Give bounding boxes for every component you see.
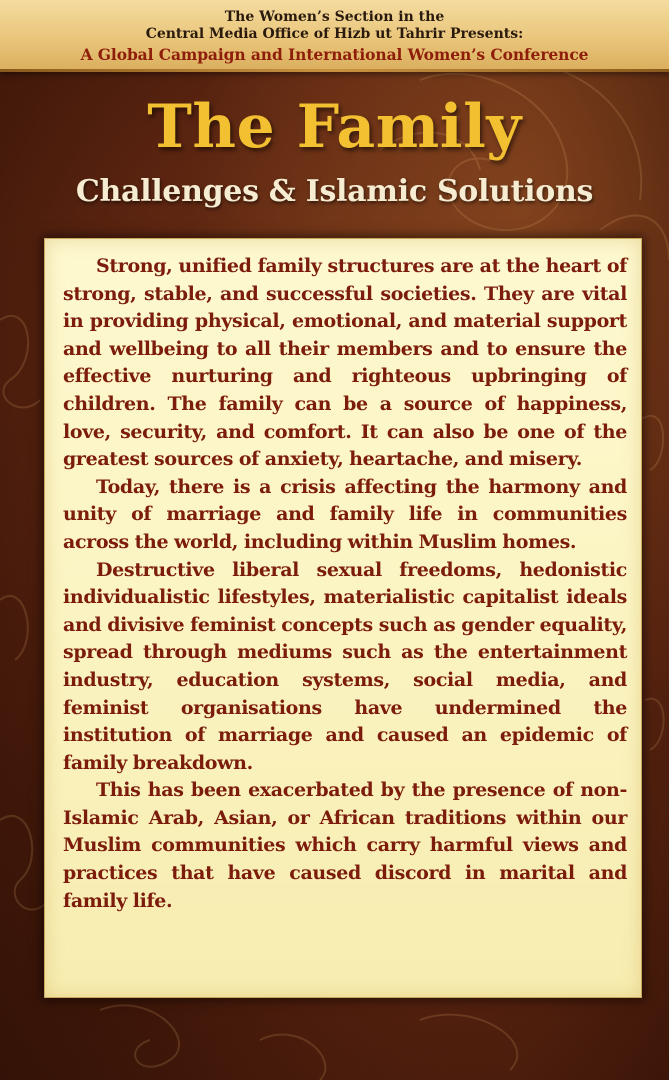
paragraph-2: Today, there is a crisis affecting the harmony and unity of marriage and family life in communities across the world, including within Muslim homes. (63, 475, 627, 553)
header-banner (0, 0, 669, 72)
page-subtitle: Challenges & Islamic Solutions (75, 174, 594, 209)
paragraph-4: This has been exacerbated by the presence of non-Islamic Arab, Asian, or African traditions within our Muslim communities which carry harmful views and practices that have caused discord in marital and family life. (63, 779, 627, 912)
header-line-1: The Women’s Section in the (224, 9, 445, 25)
page-title: The Family (147, 92, 522, 162)
text-panel (44, 238, 642, 998)
header-line-2: Central Media Office of Hizb ut Tahrir Presents: (145, 26, 524, 42)
header-line-3: A Global Campaign and International Women’s Conference (80, 45, 589, 64)
paragraph-3: Destructive liberal sexual freedoms, hedonistic individualistic lifestyles, materialistic capitalist ideals and divisive feminist concepts such as gender equality, spread through mediums such as the entertainment industry, education systems, social media, and feminist organisations have undermined the institution of marriage and caused an epidemic of family breakdown. (63, 558, 627, 774)
paragraph-1: Strong, unified family structures are at the heart of strong, stable, and successful societies. They are vital in providing physical, emotional, and material support and wellbeing to all their members and to ensure the effective nurturing and righteous upbringing of children. The family can be a source of happiness, love, security, and comfort. It can also be one of the greatest sources of anxiety, heartache, and misery. (63, 255, 627, 471)
